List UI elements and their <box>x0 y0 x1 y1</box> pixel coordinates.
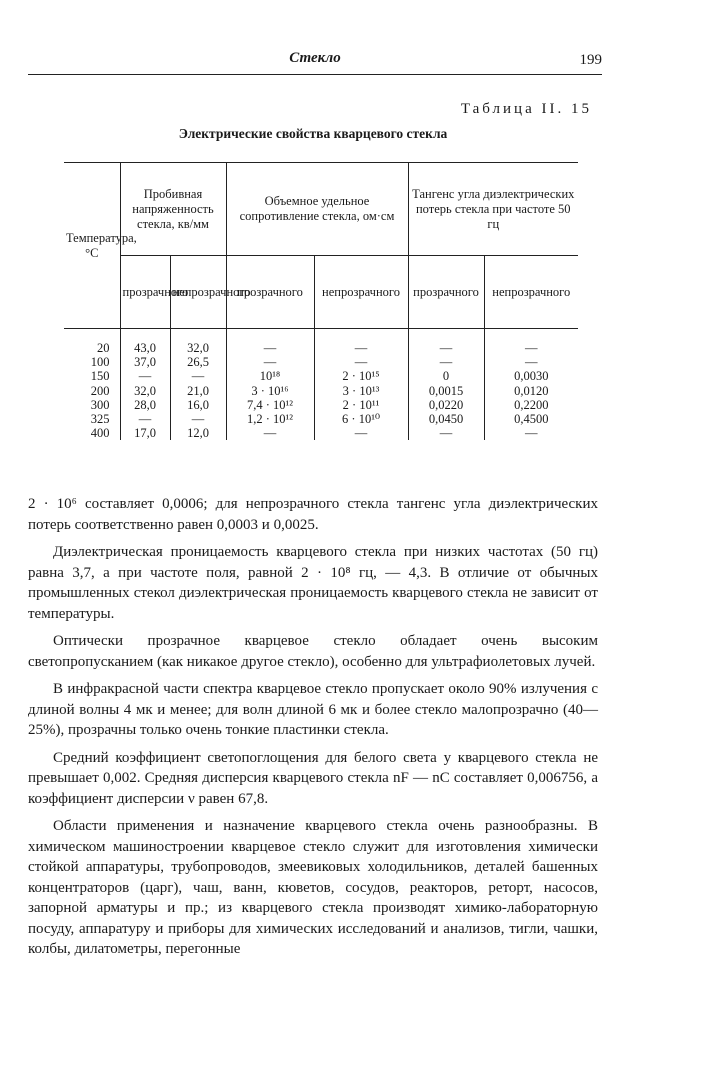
header-rule <box>28 74 602 75</box>
cell-tangent-opaque: 0,4500 <box>514 412 549 427</box>
subheader-breakdown-transparent: прозрачного <box>120 256 170 329</box>
cell-resistivity-opaque: 2 · 10¹¹ <box>314 398 408 412</box>
cell-breakdown-transparent: 32,0 <box>120 384 170 398</box>
paragraph: 2 · 10⁶ составляет 0,0006; для непрозрачного стекла тангенс угла диэлектрических потерь соответственно равен 0,0003 и 0,0025. <box>28 496 598 533</box>
cell-temperature: 150 <box>64 369 120 383</box>
cell-tangent-transparent: — <box>408 329 484 356</box>
body-text <box>28 494 598 967</box>
cell-tangent-opaque: — <box>525 426 538 441</box>
table-row <box>64 329 578 356</box>
page-header <box>28 50 602 76</box>
cell-breakdown-transparent: 37,0 <box>120 355 170 369</box>
table-row <box>64 384 578 398</box>
cell-breakdown-opaque: 26,5 <box>170 355 226 369</box>
cell-resistivity-opaque: — <box>314 426 408 440</box>
cell-tangent-transparent: 0 <box>408 369 484 383</box>
table-label: Таблица II. 15 <box>460 101 592 117</box>
cell-breakdown-opaque: 12,0 <box>170 426 226 440</box>
paragraph: Средний коэффициент светопоглощения для белого света у кварцевого стекла не превышает 0,002. Средняя дисперсия кварцевого стекла nF — nC составляет 0,006756, а коэффициент дисперсии ν равен 67,8. <box>28 749 598 807</box>
subheader-tangent-transparent: прозрачного <box>408 256 484 329</box>
cell-resistivity-transparent: 10¹⁸ <box>226 369 314 383</box>
cell-temperature: 200 <box>64 384 120 398</box>
cell-resistivity-transparent: 7,4 · 10¹² <box>226 398 314 412</box>
header-resistivity: Объемное удельное сопротивление стекла, ом·см <box>226 163 408 256</box>
cell-tangent-transparent: 0,0015 <box>408 384 484 398</box>
cell-breakdown-opaque: 32,0 <box>170 329 226 356</box>
header-temperature: Температура, °С <box>64 163 120 329</box>
cell-resistivity-transparent: — <box>226 355 314 369</box>
table-row <box>64 426 578 440</box>
paragraph: В инфракрасной части спектра кварцевое стекло пропускает около 90% излучения с длиной волны 4 мк и менее; для волн длиной 6 мк и более стекло малопрозрачно (40—25%), прозрачны только очень тонкие пластинки стекла. <box>28 681 598 738</box>
cell-breakdown-transparent: 43,0 <box>120 329 170 356</box>
cell-resistivity-transparent: 3 · 10¹⁶ <box>226 384 314 398</box>
paragraph: Диэлектрическая проницаемость кварцевого стекла при низких частотах (50 гц) равна 3,7, а при частоте поля, равной 2 · 10⁸ гц, — 4,3. В отличие от обычных промышленных стекол диэлектрическая проницаемость кварцевого стекла не зависит от температуры. <box>28 544 598 622</box>
cell-resistivity-opaque: — <box>314 355 408 369</box>
cell-resistivity-opaque: — <box>314 329 408 356</box>
cell-breakdown-transparent: 28,0 <box>120 398 170 412</box>
running-title: Стекло <box>289 50 341 66</box>
cell-breakdown-transparent: — <box>120 369 170 383</box>
cell-resistivity-opaque: 3 · 10¹³ <box>314 384 408 398</box>
subheader-tangent-opaque: непрозрачного <box>484 256 578 329</box>
header-breakdown: Пробивная напряженность стекла, кв/мм <box>120 163 226 256</box>
cell-tangent-opaque: — <box>525 355 538 370</box>
cell-breakdown-opaque: — <box>170 412 226 426</box>
paragraph: Оптически прозрачное кварцевое стекло обладает очень высоким светопропусканием (как никакое другое стекло), особенно для ультрафиолетовых лучей. <box>28 633 598 670</box>
cell-resistivity-opaque: 2 · 10¹⁵ <box>314 369 408 383</box>
cell-tangent-transparent: — <box>408 355 484 369</box>
subheader-resistivity-opaque: непрозрачного <box>314 256 408 329</box>
cell-temperature: 325 <box>64 412 120 426</box>
cell-temperature: 20 <box>64 329 120 356</box>
cell-resistivity-opaque: 6 · 10¹⁰ <box>314 412 408 426</box>
cell-tangent-opaque: 0,0030 <box>514 369 549 384</box>
page-number: 199 <box>579 52 602 68</box>
table-row <box>64 398 578 412</box>
cell-breakdown-opaque: 16,0 <box>170 398 226 412</box>
cell-tangent-opaque: 0,0120 <box>514 383 549 398</box>
cell-tangent-opaque: — <box>525 341 538 355</box>
cell-tangent-transparent: — <box>408 426 484 440</box>
cell-tangent-transparent: 0,0450 <box>408 412 484 426</box>
paragraph: Области применения и назначение кварцевого стекла очень разнообразны. В химическом машиностроении кварцевое стекло служит для изготовления химически стойкой аппаратуры, трубопроводов, змеевиковых холодильников, деталей башенных концентраторов (царг), чаш, ванн, кюветов, сосудов, реакторов, реторт, насосов, запорной арматуры и пр.; из кварцевого стекла производят химико-лабораторную посуду, аппаратуру и приборы для химических исследований и анализов, тигли, чашки, колбы, дилатометры, перегонные <box>28 818 598 957</box>
cell-resistivity-transparent: — <box>226 426 314 440</box>
cell-resistivity-transparent: 1,2 · 10¹² <box>226 412 314 426</box>
cell-breakdown-opaque: 21,0 <box>170 384 226 398</box>
subheader-breakdown-opaque: непрозрачного <box>170 256 226 329</box>
cell-tangent-opaque: 0,2200 <box>514 397 549 412</box>
cell-temperature: 300 <box>64 398 120 412</box>
cell-breakdown-opaque: — <box>170 369 226 383</box>
header-tangent: Тангенс угла диэлектрических потерь стекла при частоте 50 гц <box>408 163 578 256</box>
table-caption: Электрические свойства кварцевого стекла <box>178 126 448 141</box>
properties-table <box>64 162 578 440</box>
cell-temperature: 100 <box>64 355 120 369</box>
table-row <box>64 369 578 383</box>
cell-resistivity-transparent: — <box>226 329 314 356</box>
cell-breakdown-transparent: 17,0 <box>120 426 170 440</box>
table-row <box>64 355 578 369</box>
cell-breakdown-transparent: — <box>120 412 170 426</box>
table-row <box>64 412 578 426</box>
cell-temperature: 400 <box>64 426 120 440</box>
cell-tangent-transparent: 0,0220 <box>408 398 484 412</box>
subheader-resistivity-transparent: прозрачного <box>226 256 314 329</box>
